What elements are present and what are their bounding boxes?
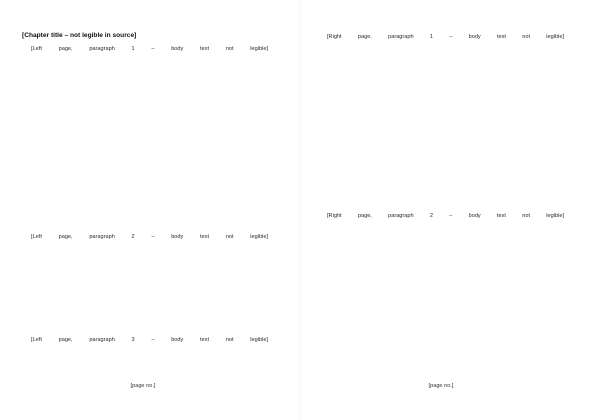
text-line [22, 242, 268, 251]
text-line [22, 353, 238, 362]
paragraph [22, 45, 268, 233]
text-line [318, 144, 564, 153]
left-page-number: [page no.] [130, 383, 156, 389]
text-line [318, 221, 564, 230]
text-line: [Left page, paragraph 1 – body text not legible] [31, 46, 268, 52]
text-line [318, 247, 564, 256]
text-line [318, 110, 564, 119]
paragraph [22, 233, 268, 336]
left-page [22, 0, 292, 420]
text-line [22, 190, 268, 199]
text-line [318, 281, 564, 290]
paragraph [22, 336, 268, 362]
text-line [22, 165, 268, 174]
text-line [318, 349, 534, 358]
text-line [318, 238, 564, 247]
text-line [318, 170, 564, 179]
text-line [22, 344, 268, 353]
text-line [318, 307, 564, 316]
text-line [318, 289, 564, 298]
text-line [318, 118, 564, 127]
text-line [22, 130, 268, 139]
text-line [318, 101, 564, 110]
text-line [22, 319, 268, 328]
right-page-body [318, 33, 564, 363]
text-line [318, 324, 564, 333]
text-line [318, 59, 564, 68]
text-line [22, 293, 268, 302]
text-line: [Left page, paragraph 2 – body text not legible] [31, 234, 268, 241]
text-line [22, 173, 268, 182]
text-line [22, 79, 268, 88]
text-line: [Right page, paragraph 2 – body text not legible] [327, 213, 564, 220]
text-line [318, 76, 564, 85]
text-line [22, 276, 268, 285]
paragraph-gap [318, 204, 564, 213]
right-page [318, 0, 588, 420]
text-line [318, 153, 564, 162]
text-line [318, 230, 564, 239]
text-line [22, 105, 268, 114]
text-line: [Right page, paragraph 1 – body text not legible] [327, 34, 564, 40]
text-line [318, 178, 564, 187]
text-line [318, 315, 564, 324]
book-gutter [298, 0, 302, 420]
right-page-number: [page no.] [428, 383, 454, 389]
text-line [318, 341, 564, 350]
text-line [22, 259, 268, 268]
paragraph [318, 33, 564, 204]
text-line [318, 272, 564, 281]
text-line [22, 207, 268, 216]
text-line [318, 136, 564, 145]
text-line [22, 96, 268, 105]
text-line [22, 216, 268, 225]
text-line [22, 71, 268, 80]
text-line [318, 42, 564, 51]
paragraph [318, 212, 564, 357]
text-line [318, 264, 564, 273]
text-line [22, 267, 268, 276]
text-line [22, 156, 268, 165]
text-line [318, 332, 564, 341]
text-line [318, 187, 564, 196]
text-line [318, 93, 564, 102]
text-line [22, 139, 268, 148]
text-line [318, 50, 564, 59]
text-line [318, 84, 564, 93]
chapter-title: [Chapter title – not legible in source] [22, 32, 137, 39]
text-line [22, 113, 268, 122]
text-line [22, 327, 199, 336]
text-line [22, 310, 268, 319]
text-line [318, 127, 564, 136]
text-line [22, 122, 268, 131]
text-line [318, 67, 564, 76]
text-line [318, 161, 564, 170]
text-line [22, 250, 268, 259]
text-line [22, 62, 268, 71]
text-line [318, 195, 416, 204]
text-line [22, 88, 268, 97]
text-line [22, 224, 150, 233]
text-line [22, 199, 268, 208]
text-line [22, 284, 268, 293]
text-line [318, 298, 564, 307]
text-line [22, 182, 268, 191]
text-line [22, 301, 268, 310]
text-line [22, 54, 268, 63]
left-page-body [22, 45, 268, 361]
text-line [22, 148, 268, 157]
text-line: [Left page, paragraph 3 – body text not legible] [31, 336, 268, 343]
text-line [318, 255, 564, 264]
